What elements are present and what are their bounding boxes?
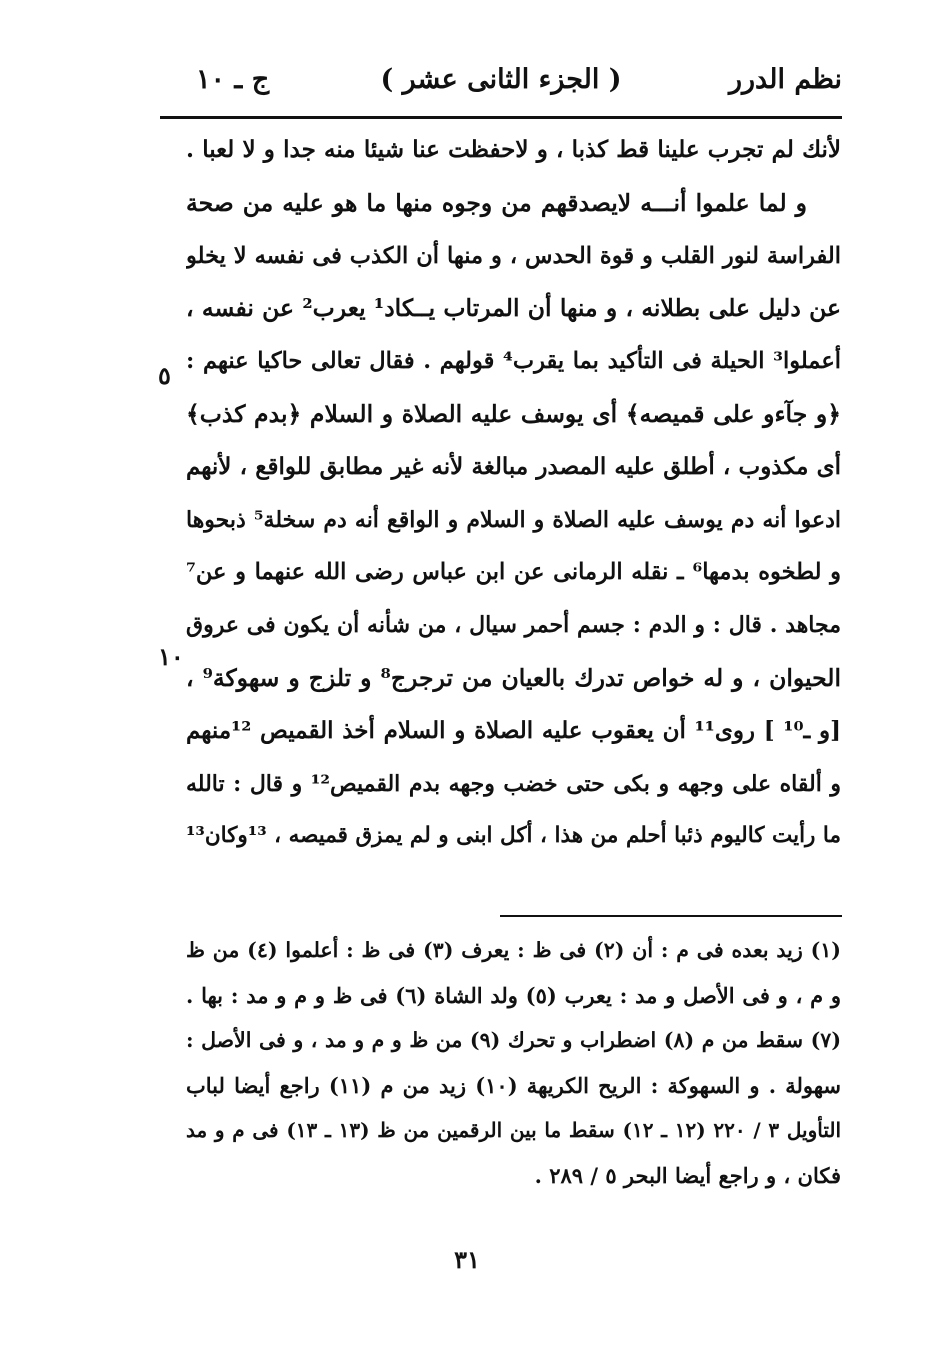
text-line: أى مكذوب ، أطلق عليه المصدر مبالغة لأنه غير مطابق للواقع ، لأنهم [186,452,841,480]
footnotes [186,928,841,1198]
text-line: ادعوا أنه دم يوسف عليه الصلاة و السلام و الواقع أنه دم سخلة⁵ ذبحوها [186,506,841,533]
part-title: ( الجزء الثانى عشر ) [380,64,622,95]
header-rule [160,116,842,119]
footnote-line: فكان ، و راجع أيضا البحر ٥ / ٢٨٩ . [534,1163,841,1188]
text-line: الفراسة لنور القلب و قوة الحدس ، و منها أن الكذب فى نفسه لا يخلو [186,242,841,269]
text-line: عن دليل على بطلانه ، و منها أن المرتاب يــكاد¹ يعرب² عن نفسه ، [186,294,841,323]
volume-label: ج ـ ١٠ [196,64,270,95]
text-line: و ألقاه على وجهه و بكى حتى خضب وجهه بدم القميص¹² و قال : تالله [186,770,841,797]
line-number-5: ٥ [158,361,171,390]
text-line: لأنك لم تجرب علينا قط كذبا ، و لاحفظت عنا شيئا منه جدا و لا لعبا . [186,136,841,163]
text-line: ﴿و جآءو على قميصه﴾ أى يوسف عليه الصلاة و السلام ﴿بدم كذب﴾ [186,399,841,428]
text-line: الحيوان ، و له خواص تدرك بالعيان من ترجرج⁸ و تلزج و سهوكة⁹ ، [186,663,841,692]
footnote-line: سهولة . و السهوكة : الريح الكريهة (١٠) زيد من م (١١) راجع أيضا لباب [186,1073,841,1098]
page-number: ٣١ [454,1245,480,1274]
footnote-rule [500,915,842,917]
text-line: و لطخوه بدمها⁶ ـ نقله الرمانى عن ابن عباس رضى الله عنهما و عن⁷ [186,559,841,586]
text-line: ما رأيت كاليوم ذئبا أحلم من هذا ، أكل ابنى و لم يمزق قميصه ، ¹³وكان¹³ [186,823,841,849]
text-line: أعملوا³ الحيلة فى التأكيد بما يقرب⁴ قولهم . فقال تعالى حاكيا عنهم : [186,348,841,375]
text-line: مجاهد . قال : و الدم : جسم أحمر سيال ، من شأنه أن يكون فى عروق [186,612,841,639]
footnote-line: و م ، و فى الأصل و مد : يعرب (٥) ولد الشاة (٦) فى ظ و م و مد : بها . [186,983,841,1008]
footnote-line: التأويل ٣ / ٢٢٠ (١٢ ـ ١٢) سقط ما بين الرقمين من ظ (١٣ ـ ١٣) فى م و مد [186,1118,841,1142]
text-line: [و ـ¹⁰ ] روى¹¹ أن يعقوب عليه الصلاة و السلام أخذ القميص ¹²منهم [186,716,841,744]
footnote-line: (٧) سقط من م (٨) اضطراب و تحرك (٩) من ظ و م و مد ، و فى الأصل : [186,1028,841,1052]
main-text [186,124,841,863]
book-title: نظم الدرر [728,64,842,95]
text-line: و لما علموا أنـــه لايصدقهم من وجوه منها ما هو عليه من صحة [186,188,807,217]
line-number-10: ١٠ [158,642,184,671]
running-header [160,60,842,100]
footnote-line: (١) زيد بعده فى م : أن (٢) فى ظ : يعرف (٣) فى ظ : أعلموا (٤) من ظ [186,938,841,962]
